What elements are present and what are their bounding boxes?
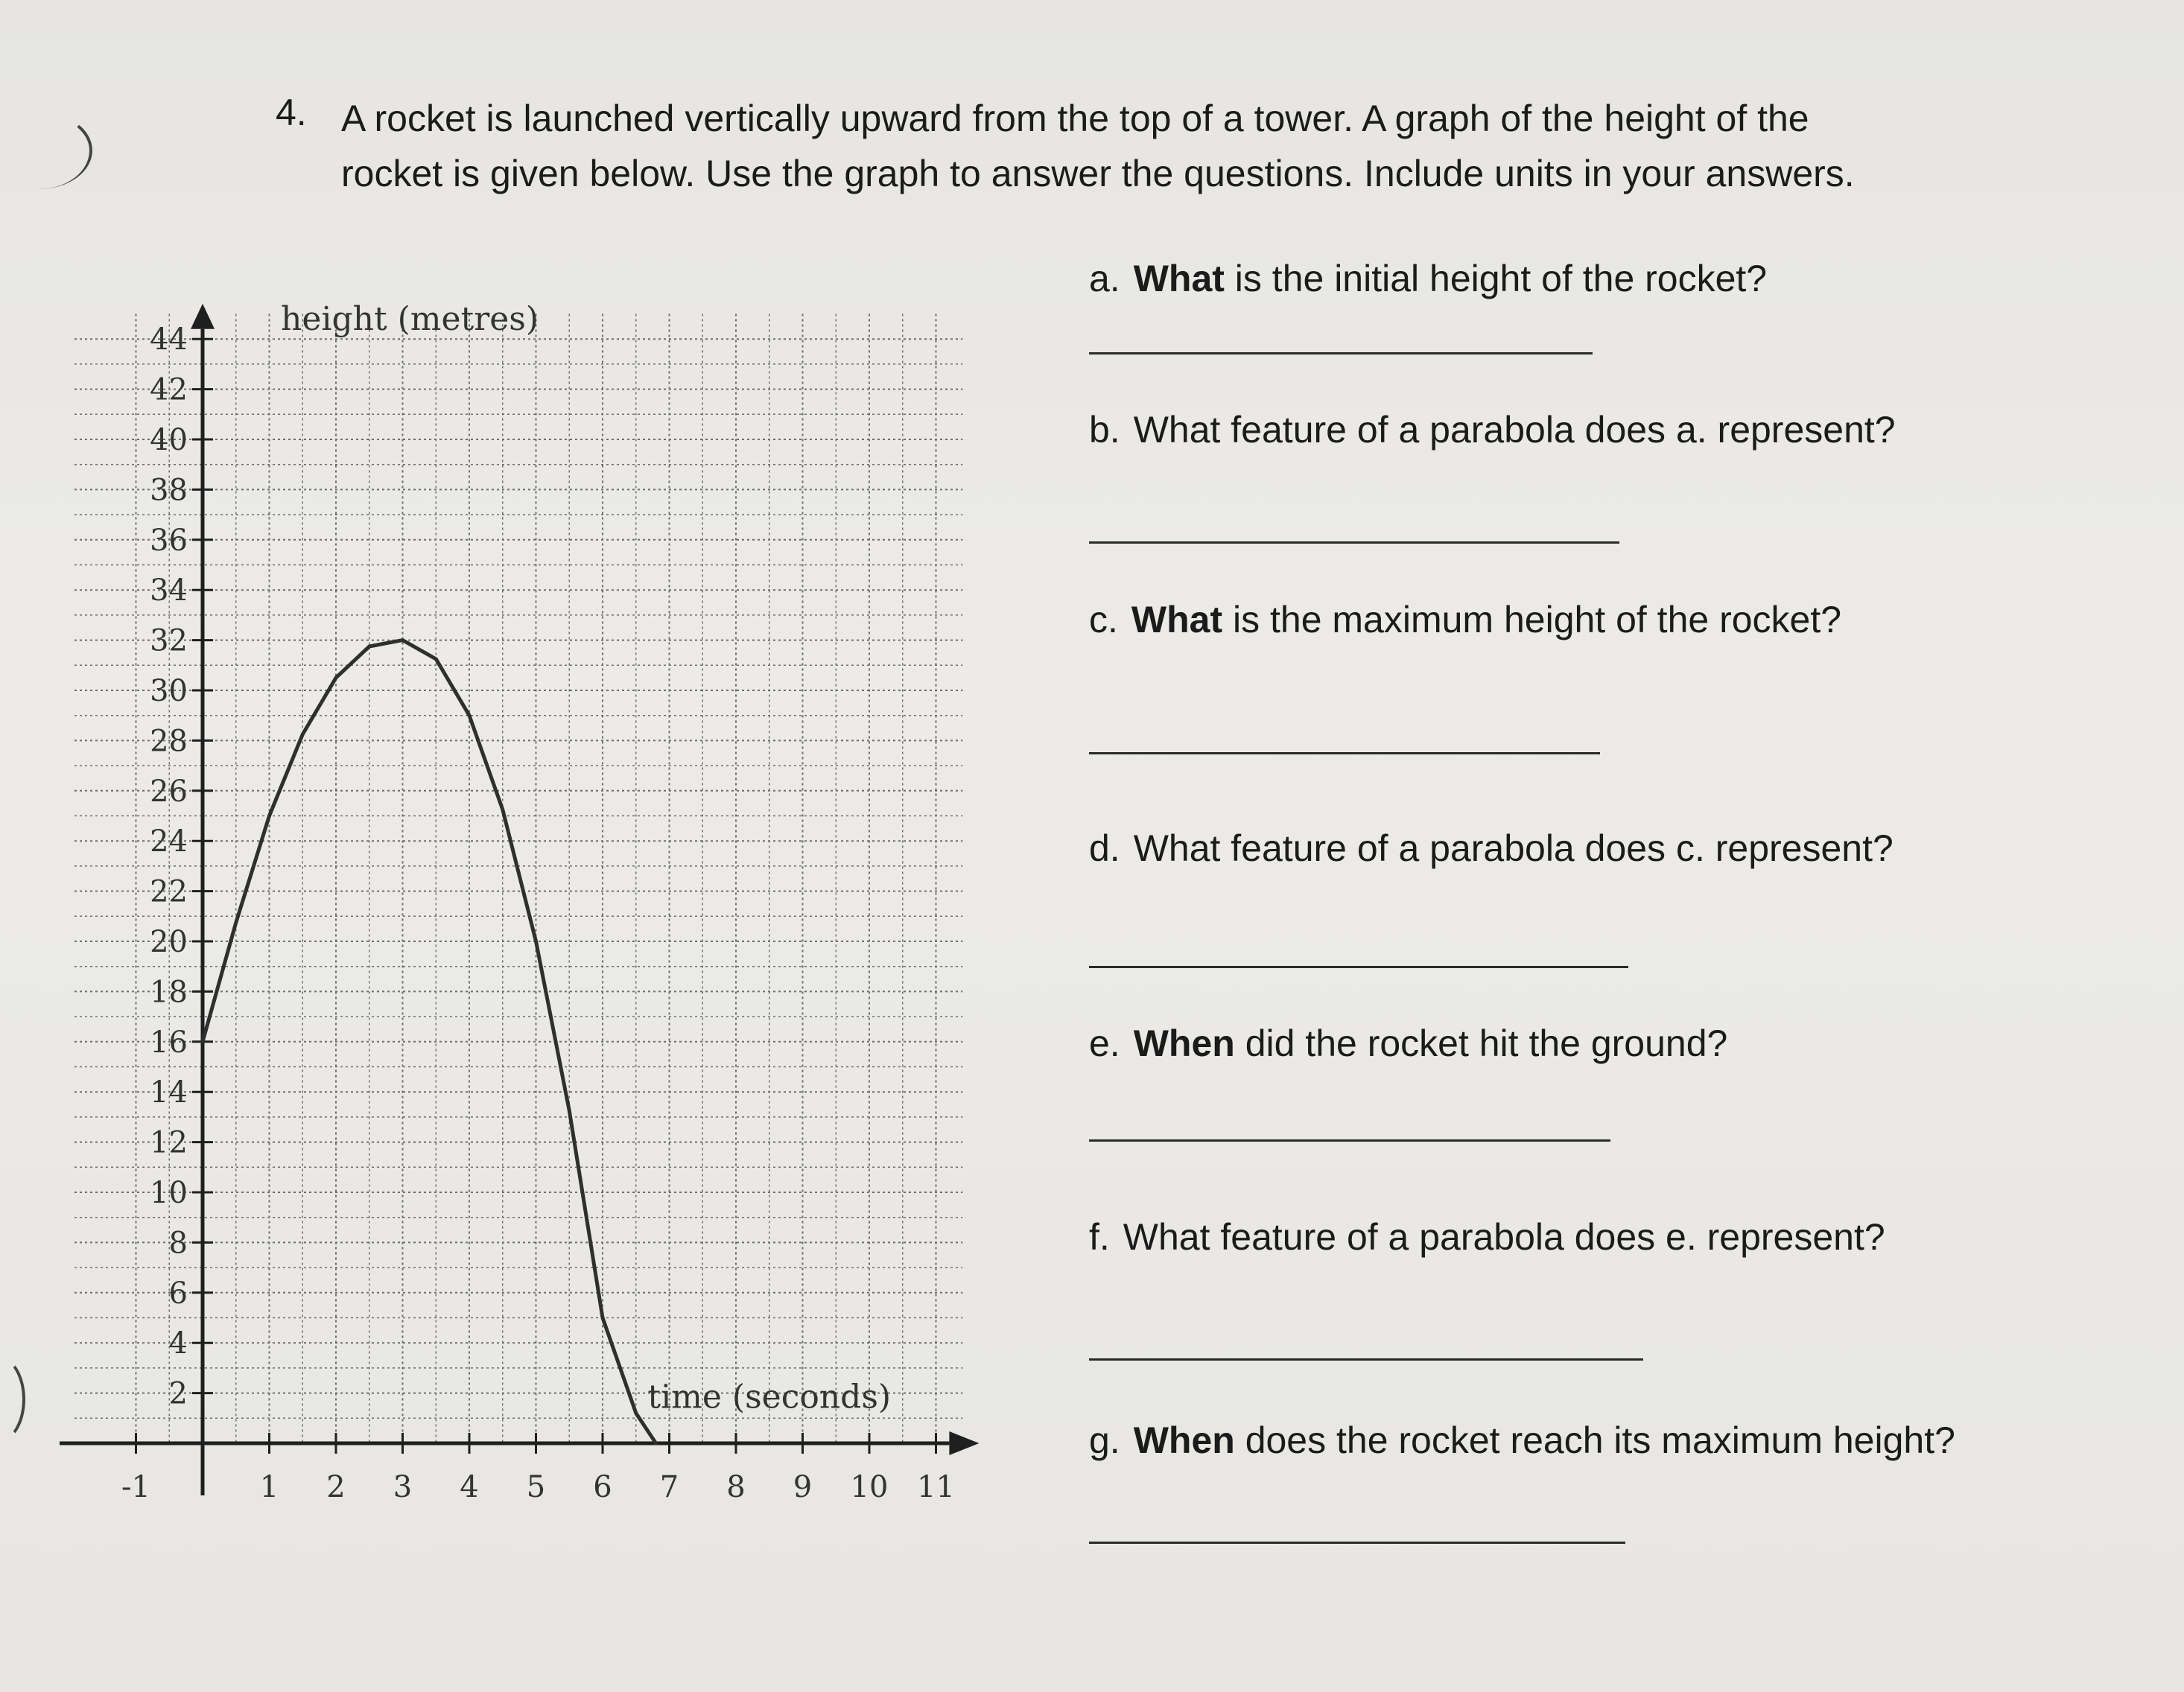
y-tick-label: 34 (150, 573, 188, 608)
question-a: a. What is the initial height of the rocket? (1089, 258, 1768, 299)
x-tick-label: -1 (121, 1470, 150, 1504)
y-tick-label: 14 (150, 1075, 188, 1110)
x-tick-label: 8 (726, 1470, 746, 1504)
question-c: c. What is the maximum height of the rocket? (1089, 599, 1842, 640)
question-d: d. What feature of a parabola does c. represent? (1089, 827, 1893, 869)
x-tick-label: 11 (917, 1470, 955, 1504)
curve-point (535, 940, 538, 943)
question-b: b. What feature of a parabola does a. represent? (1089, 409, 1896, 451)
x-tick-label: 10 (850, 1470, 889, 1504)
y-tick-label: 2 (168, 1376, 188, 1411)
x-tick-label: 5 (526, 1470, 546, 1504)
answer-blank-g[interactable] (1089, 1542, 1625, 1544)
y-tick-label: 38 (150, 473, 188, 508)
problem-line-2: rocket is given below. Use the graph to answer the questions. Include units in your answers. (341, 153, 1855, 194)
graph-tick-labels (121, 322, 955, 1504)
x-tick-label: 6 (593, 1470, 612, 1504)
answer-blank-f[interactable] (1089, 1358, 1643, 1361)
curve-point (201, 1040, 204, 1043)
y-tick-label: 18 (150, 975, 188, 1010)
y-tick-label: 36 (150, 523, 188, 558)
answer-blank-d[interactable] (1089, 966, 1628, 968)
y-tick-label: 8 (168, 1226, 188, 1261)
answer-blank-a[interactable] (1089, 352, 1593, 354)
height-time-graph (0, 246, 1073, 1527)
curve-point (235, 921, 238, 924)
answer-blank-e[interactable] (1089, 1139, 1610, 1142)
curve-point (568, 1109, 571, 1112)
question-g: g. When does the rocket reach its maximum height? (1089, 1419, 1955, 1461)
curve-point (655, 1442, 658, 1445)
answer-blank-b[interactable] (1089, 541, 1619, 544)
y-tick-label: 16 (150, 1025, 188, 1060)
problem-statement (341, 91, 2144, 201)
curve-point (468, 714, 471, 717)
curve-point (401, 639, 404, 642)
problem-number: 4. (276, 92, 307, 133)
y-tick-label: 12 (150, 1125, 188, 1160)
question-f: f. What feature of a parabola does e. represent? (1089, 1216, 1885, 1258)
question-e: e. When did the rocket hit the ground? (1089, 1022, 1728, 1064)
x-tick-label: 2 (326, 1470, 346, 1504)
y-tick-label: 44 (150, 322, 188, 357)
y-tick-label: 20 (150, 925, 188, 959)
y-tick-label: 42 (150, 372, 188, 407)
curve-point (601, 1317, 604, 1320)
graph-axes (60, 304, 979, 1495)
answer-blank-c[interactable] (1089, 752, 1600, 754)
x-tick-label: 3 (393, 1470, 413, 1504)
curve-point (501, 808, 504, 811)
y-axis-title: height (metres) (281, 299, 539, 338)
x-tick-label: 1 (259, 1470, 279, 1504)
y-tick-label: 22 (150, 874, 188, 909)
curve-point (635, 1412, 638, 1415)
y-tick-label: 30 (150, 674, 188, 708)
x-tick-label: 7 (659, 1470, 679, 1504)
y-tick-label: 4 (168, 1326, 188, 1361)
y-tick-label: 10 (150, 1176, 188, 1210)
x-tick-label: 4 (460, 1470, 479, 1504)
x-axis-arrowhead (949, 1431, 979, 1455)
y-tick-label: 28 (150, 724, 188, 759)
x-tick-label: 9 (793, 1470, 813, 1504)
curve-point (334, 676, 337, 679)
curve-point (368, 645, 371, 648)
y-tick-label: 26 (150, 774, 188, 809)
curve-point (301, 733, 304, 736)
y-tick-label: 40 (150, 423, 188, 457)
y-axis-arrowhead (191, 304, 215, 329)
x-axis-title: time (seconds) (647, 1378, 892, 1416)
y-tick-label: 32 (150, 623, 188, 658)
y-tick-label: 6 (168, 1276, 188, 1311)
curve-point (434, 658, 437, 661)
problem-line-1: A rocket is launched vertically upward from the top of a tower. A graph of the height of the (341, 98, 1809, 139)
curve-point (268, 815, 271, 818)
y-tick-label: 24 (150, 824, 188, 859)
